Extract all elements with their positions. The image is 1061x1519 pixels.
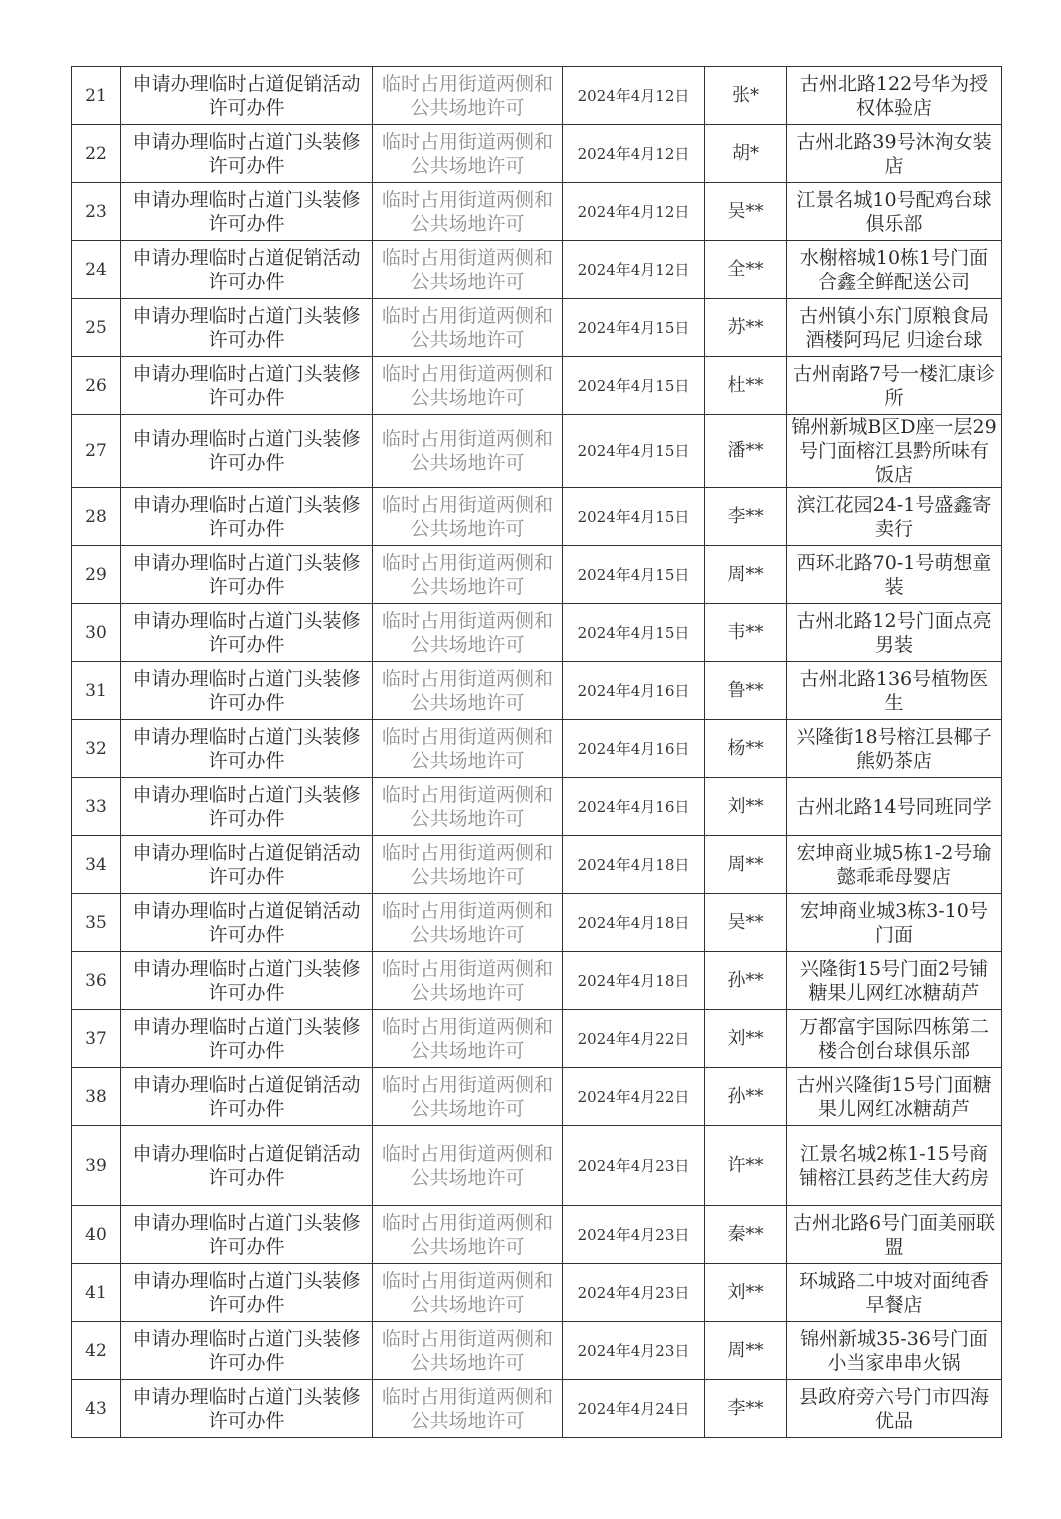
table-row	[72, 1068, 1002, 1126]
table-row	[72, 836, 1002, 894]
matter-cell: 申请办理临时占道门头装修许可办件	[121, 720, 373, 778]
row-number: 35	[72, 894, 121, 952]
matter-cell: 申请办理临时占道门头装修许可办件	[121, 488, 373, 546]
matter-cell: 申请办理临时占道门头装修许可办件	[121, 125, 373, 183]
matter-cell: 申请办理临时占道门头装修许可办件	[121, 1264, 373, 1322]
category-cell: 临时占用街道两侧和公共场地许可	[373, 1126, 563, 1206]
matter-cell: 申请办理临时占道门头装修许可办件	[121, 299, 373, 357]
address-cell: 江景名城10号配鸡台球俱乐部	[787, 183, 1002, 241]
matter-cell: 申请办理临时占道门头装修许可办件	[121, 778, 373, 836]
table-row	[72, 125, 1002, 183]
applicant-cell: 张*	[705, 67, 787, 125]
address-cell: 古州北路12号门面点亮男装	[787, 604, 1002, 662]
row-number: 39	[72, 1126, 121, 1206]
row-number: 25	[72, 299, 121, 357]
applicant-cell: 李**	[705, 488, 787, 546]
table-row	[72, 67, 1002, 125]
address-cell: 锦州新城B区D座一层29号门面榕江县黔所味有饭店	[787, 415, 1002, 488]
category-cell: 临时占用街道两侧和公共场地许可	[373, 1264, 563, 1322]
address-cell: 万都富宇国际四栋第二楼合创台球俱乐部	[787, 1010, 1002, 1068]
date-cell: 2024年4月16日	[563, 662, 705, 720]
address-cell: 宏坤商业城5栋1-2号瑜懿乖乖母婴店	[787, 836, 1002, 894]
date-cell: 2024年4月18日	[563, 836, 705, 894]
address-cell: 锦州新城35-36号门面小当家串串火锅	[787, 1322, 1002, 1380]
date-cell: 2024年4月16日	[563, 720, 705, 778]
row-number: 42	[72, 1322, 121, 1380]
applicant-cell: 杨**	[705, 720, 787, 778]
table-row	[72, 1126, 1002, 1206]
category-cell: 临时占用街道两侧和公共场地许可	[373, 67, 563, 125]
date-cell: 2024年4月12日	[563, 241, 705, 299]
matter-cell: 申请办理临时占道促销活动许可办件	[121, 836, 373, 894]
date-cell: 2024年4月15日	[563, 357, 705, 415]
date-cell: 2024年4月23日	[563, 1264, 705, 1322]
date-cell: 2024年4月22日	[563, 1010, 705, 1068]
category-cell: 临时占用街道两侧和公共场地许可	[373, 357, 563, 415]
row-number: 29	[72, 546, 121, 604]
date-cell: 2024年4月15日	[563, 488, 705, 546]
matter-cell: 申请办理临时占道门头装修许可办件	[121, 604, 373, 662]
row-number: 24	[72, 241, 121, 299]
table-row	[72, 604, 1002, 662]
date-cell: 2024年4月24日	[563, 1380, 705, 1438]
applicant-cell: 杜**	[705, 357, 787, 415]
table-row	[72, 1010, 1002, 1068]
applicant-cell: 苏**	[705, 299, 787, 357]
applicant-cell: 全**	[705, 241, 787, 299]
table-row	[72, 241, 1002, 299]
table-row	[72, 299, 1002, 357]
matter-cell: 申请办理临时占道促销活动许可办件	[121, 241, 373, 299]
matter-cell: 申请办理临时占道促销活动许可办件	[121, 894, 373, 952]
matter-cell: 申请办理临时占道促销活动许可办件	[121, 67, 373, 125]
address-cell: 西环北路70-1号萌想童装	[787, 546, 1002, 604]
matter-cell: 申请办理临时占道门头装修许可办件	[121, 1322, 373, 1380]
category-cell: 临时占用街道两侧和公共场地许可	[373, 952, 563, 1010]
category-cell: 临时占用街道两侧和公共场地许可	[373, 183, 563, 241]
row-number: 26	[72, 357, 121, 415]
date-cell: 2024年4月23日	[563, 1322, 705, 1380]
address-cell: 古州南路7号一楼汇康诊所	[787, 357, 1002, 415]
category-cell: 临时占用街道两侧和公共场地许可	[373, 778, 563, 836]
address-cell: 古州镇小东门原粮食局酒楼阿玛尼 归途台球	[787, 299, 1002, 357]
table-row	[72, 415, 1002, 488]
applicant-cell: 吴**	[705, 183, 787, 241]
row-number: 38	[72, 1068, 121, 1126]
address-cell: 兴隆街18号榕江县椰子熊奶茶店	[787, 720, 1002, 778]
matter-cell: 申请办理临时占道门头装修许可办件	[121, 662, 373, 720]
row-number: 36	[72, 952, 121, 1010]
applicant-cell: 周**	[705, 836, 787, 894]
date-cell: 2024年4月15日	[563, 415, 705, 488]
category-cell: 临时占用街道两侧和公共场地许可	[373, 1068, 563, 1126]
category-cell: 临时占用街道两侧和公共场地许可	[373, 720, 563, 778]
matter-cell: 申请办理临时占道门头装修许可办件	[121, 1206, 373, 1264]
category-cell: 临时占用街道两侧和公共场地许可	[373, 604, 563, 662]
date-cell: 2024年4月23日	[563, 1126, 705, 1206]
category-cell: 临时占用街道两侧和公共场地许可	[373, 299, 563, 357]
category-cell: 临时占用街道两侧和公共场地许可	[373, 1322, 563, 1380]
applicant-cell: 鲁**	[705, 662, 787, 720]
row-number: 34	[72, 836, 121, 894]
row-number: 23	[72, 183, 121, 241]
address-cell: 江景名城2栋1-15号商铺榕江县药芝佳大药房	[787, 1126, 1002, 1206]
applicant-cell: 刘**	[705, 1010, 787, 1068]
matter-cell: 申请办理临时占道门头装修许可办件	[121, 1380, 373, 1438]
applicant-cell: 周**	[705, 546, 787, 604]
table-row	[72, 952, 1002, 1010]
matter-cell: 申请办理临时占道门头装修许可办件	[121, 952, 373, 1010]
table-row	[72, 183, 1002, 241]
applicant-cell: 刘**	[705, 1264, 787, 1322]
row-number: 27	[72, 415, 121, 488]
matter-cell: 申请办理临时占道门头装修许可办件	[121, 183, 373, 241]
row-number: 21	[72, 67, 121, 125]
address-cell: 水榭榕城10栋1号门面合鑫全鲜配送公司	[787, 241, 1002, 299]
address-cell: 兴隆街15号门面2号铺糖果儿网红冰糖葫芦	[787, 952, 1002, 1010]
date-cell: 2024年4月12日	[563, 125, 705, 183]
address-cell: 宏坤商业城3栋3-10号门面	[787, 894, 1002, 952]
applicant-cell: 秦**	[705, 1206, 787, 1264]
category-cell: 临时占用街道两侧和公共场地许可	[373, 415, 563, 488]
table-row	[72, 1264, 1002, 1322]
address-cell: 古州北路39号沐洵女装店	[787, 125, 1002, 183]
applicant-cell: 周**	[705, 1322, 787, 1380]
table-row	[72, 546, 1002, 604]
row-number: 43	[72, 1380, 121, 1438]
matter-cell: 申请办理临时占道门头装修许可办件	[121, 546, 373, 604]
row-number: 31	[72, 662, 121, 720]
row-number: 30	[72, 604, 121, 662]
table-row	[72, 1380, 1002, 1438]
category-cell: 临时占用街道两侧和公共场地许可	[373, 546, 563, 604]
applicant-cell: 李**	[705, 1380, 787, 1438]
date-cell: 2024年4月23日	[563, 1206, 705, 1264]
date-cell: 2024年4月18日	[563, 952, 705, 1010]
applicant-cell: 刘**	[705, 778, 787, 836]
row-number: 22	[72, 125, 121, 183]
category-cell: 临时占用街道两侧和公共场地许可	[373, 241, 563, 299]
date-cell: 2024年4月18日	[563, 894, 705, 952]
matter-cell: 申请办理临时占道门头装修许可办件	[121, 357, 373, 415]
category-cell: 临时占用街道两侧和公共场地许可	[373, 125, 563, 183]
table-row	[72, 357, 1002, 415]
applicant-cell: 孙**	[705, 952, 787, 1010]
date-cell: 2024年4月15日	[563, 546, 705, 604]
category-cell: 临时占用街道两侧和公共场地许可	[373, 1380, 563, 1438]
row-number: 37	[72, 1010, 121, 1068]
row-number: 40	[72, 1206, 121, 1264]
address-cell: 古州北路6号门面美丽联盟	[787, 1206, 1002, 1264]
address-cell: 古州北路122号华为授权体验店	[787, 67, 1002, 125]
table-row	[72, 778, 1002, 836]
address-cell: 古州兴隆街15号门面糖果儿网红冰糖葫芦	[787, 1068, 1002, 1126]
date-cell: 2024年4月16日	[563, 778, 705, 836]
date-cell: 2024年4月12日	[563, 67, 705, 125]
table-row	[72, 1322, 1002, 1380]
applicant-cell: 许**	[705, 1126, 787, 1206]
applicant-cell: 孙**	[705, 1068, 787, 1126]
table-row	[72, 720, 1002, 778]
category-cell: 临时占用街道两侧和公共场地许可	[373, 1010, 563, 1068]
row-number: 32	[72, 720, 121, 778]
category-cell: 临时占用街道两侧和公共场地许可	[373, 1206, 563, 1264]
matter-cell: 申请办理临时占道门头装修许可办件	[121, 415, 373, 488]
address-cell: 滨江花园24-1号盛鑫寄卖行	[787, 488, 1002, 546]
row-number: 41	[72, 1264, 121, 1322]
date-cell: 2024年4月22日	[563, 1068, 705, 1126]
address-cell: 古州北路14号同班同学	[787, 778, 1002, 836]
category-cell: 临时占用街道两侧和公共场地许可	[373, 488, 563, 546]
address-cell: 环城路二中坡对面纯香早餐店	[787, 1264, 1002, 1322]
category-cell: 临时占用街道两侧和公共场地许可	[373, 836, 563, 894]
table-row	[72, 488, 1002, 546]
date-cell: 2024年4月12日	[563, 183, 705, 241]
matter-cell: 申请办理临时占道促销活动许可办件	[121, 1068, 373, 1126]
applicant-cell: 韦**	[705, 604, 787, 662]
category-cell: 临时占用街道两侧和公共场地许可	[373, 662, 563, 720]
address-cell: 县政府旁六号门市四海优品	[787, 1380, 1002, 1438]
applicant-cell: 胡*	[705, 125, 787, 183]
applicant-cell: 潘**	[705, 415, 787, 488]
address-cell: 古州北路136号植物医生	[787, 662, 1002, 720]
matter-cell: 申请办理临时占道促销活动许可办件	[121, 1126, 373, 1206]
applicant-cell: 吴**	[705, 894, 787, 952]
date-cell: 2024年4月15日	[563, 604, 705, 662]
date-cell: 2024年4月15日	[563, 299, 705, 357]
table-row	[72, 662, 1002, 720]
table-row	[72, 1206, 1002, 1264]
category-cell: 临时占用街道两侧和公共场地许可	[373, 894, 563, 952]
permit-table	[71, 66, 1002, 1438]
table-row	[72, 894, 1002, 952]
row-number: 33	[72, 778, 121, 836]
matter-cell: 申请办理临时占道门头装修许可办件	[121, 1010, 373, 1068]
row-number: 28	[72, 488, 121, 546]
